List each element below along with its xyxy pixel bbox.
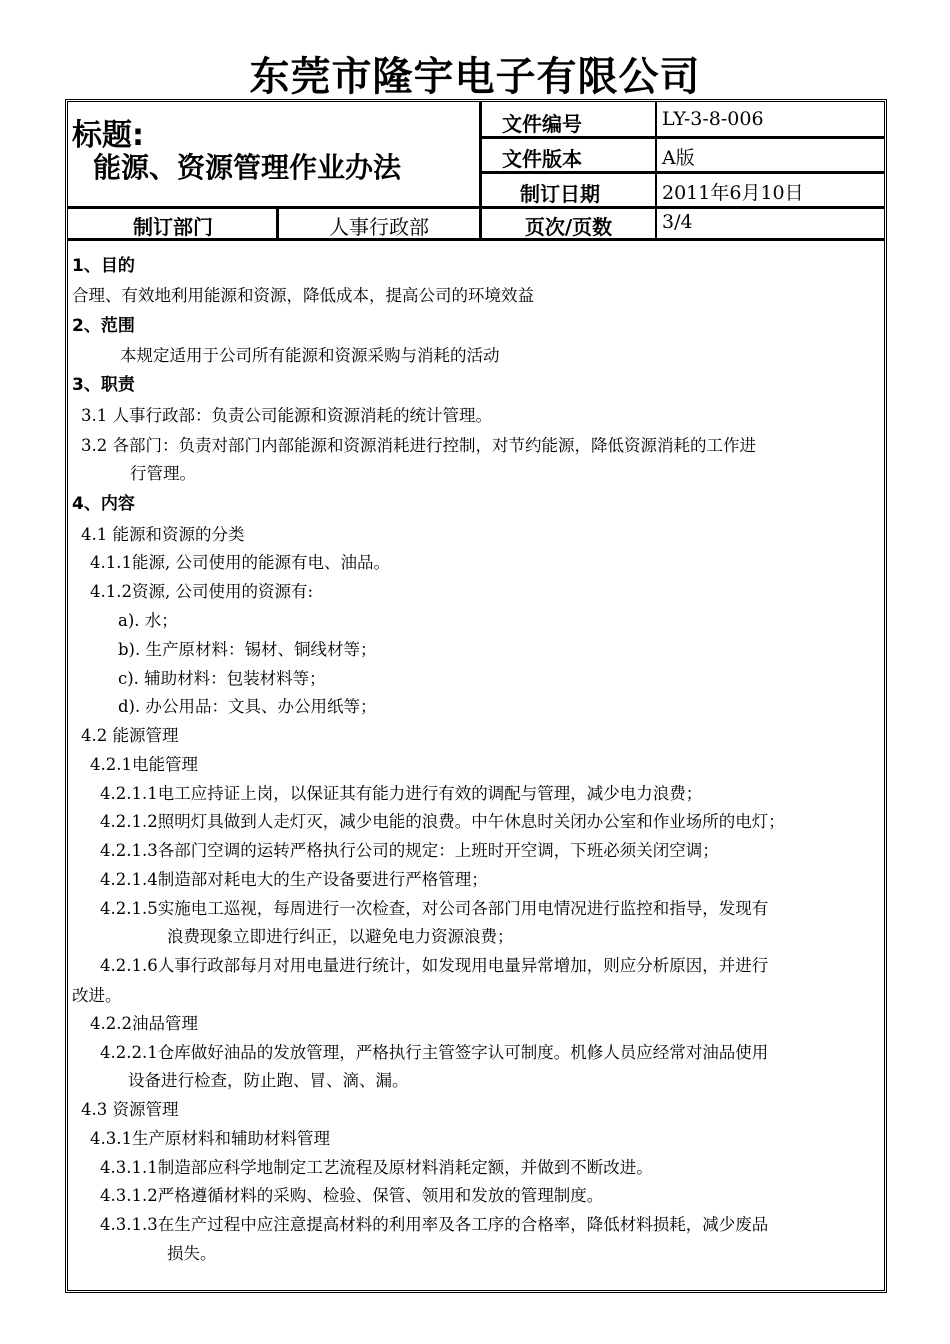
- body-line: 4.3.1生产原材料和辅助材料管理: [90, 1129, 330, 1148]
- date-value: 2011年6月10日: [662, 182, 804, 204]
- section-heading: 4、内容: [72, 494, 135, 514]
- company-name: 东莞市隆宇电子有限公司: [249, 54, 701, 100]
- version-value: A版: [662, 147, 695, 169]
- page-label: 页次/页数: [524, 215, 613, 239]
- document-title: 能源、资源管理作业办法: [93, 151, 402, 184]
- body-line: 4.2.1.6人事行政部每月对用电量进行统计，如发现用电量异常增加，则应分析原因，并进行: [100, 956, 769, 975]
- body-line: 设备进行检查，防止跑、冒、滴、漏。: [128, 1071, 409, 1090]
- version-label: 文件版本: [502, 147, 582, 171]
- body-line: 4.3.1.1制造部应科学地制定工艺流程及原材料消耗定额，并做到不断改进。: [100, 1158, 653, 1177]
- body-line: 4.2.1.2照明灯具做到人走灯灭，减少电能的浪费。中午休息时关闭办公室和作业场所的电灯；: [100, 812, 785, 831]
- doc-no-value: LY-3-8-006: [662, 108, 764, 130]
- body-line: 4.2.1.4制造部对耗电大的生产设备要进行严格管理；: [100, 870, 488, 889]
- title-label: 标题:: [72, 118, 144, 153]
- body-line: 4.2.1.5实施电工巡视，每周进行一次检查，对公司各部门用电情况进行监控和指导，发现有: [100, 899, 769, 918]
- body-line: a). 水；: [118, 611, 178, 630]
- body-line: 4.1.2资源, 公司使用的资源有:: [90, 582, 314, 601]
- section-heading: 3、职责: [72, 375, 135, 395]
- doc-no-label: 文件编号: [502, 112, 582, 136]
- section-heading: 1、目的: [72, 256, 135, 276]
- body-line: 4.1.1能源, 公司使用的能源有电、油品。: [90, 553, 390, 572]
- body-line: b). 生产原材料：锡材、铜线材等；: [118, 640, 377, 659]
- body-line: 4.2 能源管理: [81, 726, 179, 745]
- body-line: c). 辅助材料：包装材料等；: [118, 669, 326, 688]
- body-line: 行管理。: [130, 464, 196, 483]
- body-line: 3.2 各部门：负责对部门内部能源和资源消耗进行控制，对节约能源，降低资源消耗的工作进: [81, 436, 756, 455]
- section-heading: 2、范围: [72, 316, 135, 336]
- body-line: 4.3.1.2严格遵循材料的采购、检验、保管、领用和发放的管理制度。: [100, 1186, 604, 1205]
- body-line: d). 办公用品：文具、办公用纸等；: [118, 697, 377, 716]
- body-line: 合理、有效地利用能源和资源，降低成本，提高公司的环境效益: [72, 286, 534, 305]
- body-line: 4.2.1电能管理: [90, 755, 198, 774]
- body-line: 浪费现象立即进行纠正，以避免电力资源浪费；: [167, 927, 514, 946]
- dept-label: 制订部门: [133, 215, 213, 239]
- body-line: 4.2.2.1仓库做好油品的发放管理，严格执行主管签字认可制度。机修人员应经常对油品使用: [100, 1043, 769, 1062]
- body-line: 4.2.1.3各部门空调的运转严格执行公司的规定：上班时开空调，下班必须关闭空调；: [100, 841, 719, 860]
- body-line: 4.1 能源和资源的分类: [81, 525, 245, 544]
- body-line: 4.2.1.1电工应持证上岗，以保证其有能力进行有效的调配与管理，减少电力浪费；: [100, 784, 703, 803]
- body-line: 本规定适用于公司所有能源和资源采购与消耗的活动: [120, 346, 500, 365]
- dept-value: 人事行政部: [329, 215, 429, 239]
- body-line: 4.2.2油品管理: [90, 1014, 198, 1033]
- page-value: 3/4: [662, 211, 693, 233]
- date-label: 制订日期: [520, 182, 600, 206]
- body-line: 损失。: [167, 1244, 217, 1263]
- grid-line: [68, 206, 884, 209]
- body-line: 4.3 资源管理: [81, 1100, 179, 1119]
- body-line: 4.3.1.3在生产过程中应注意提高材料的利用率及各工序的合格率，降低材料损耗，减少废品: [100, 1215, 769, 1234]
- body-line: 3.1 人事行政部：负责公司能源和资源消耗的统计管理。: [81, 406, 492, 425]
- body-line: 改进。: [72, 986, 122, 1005]
